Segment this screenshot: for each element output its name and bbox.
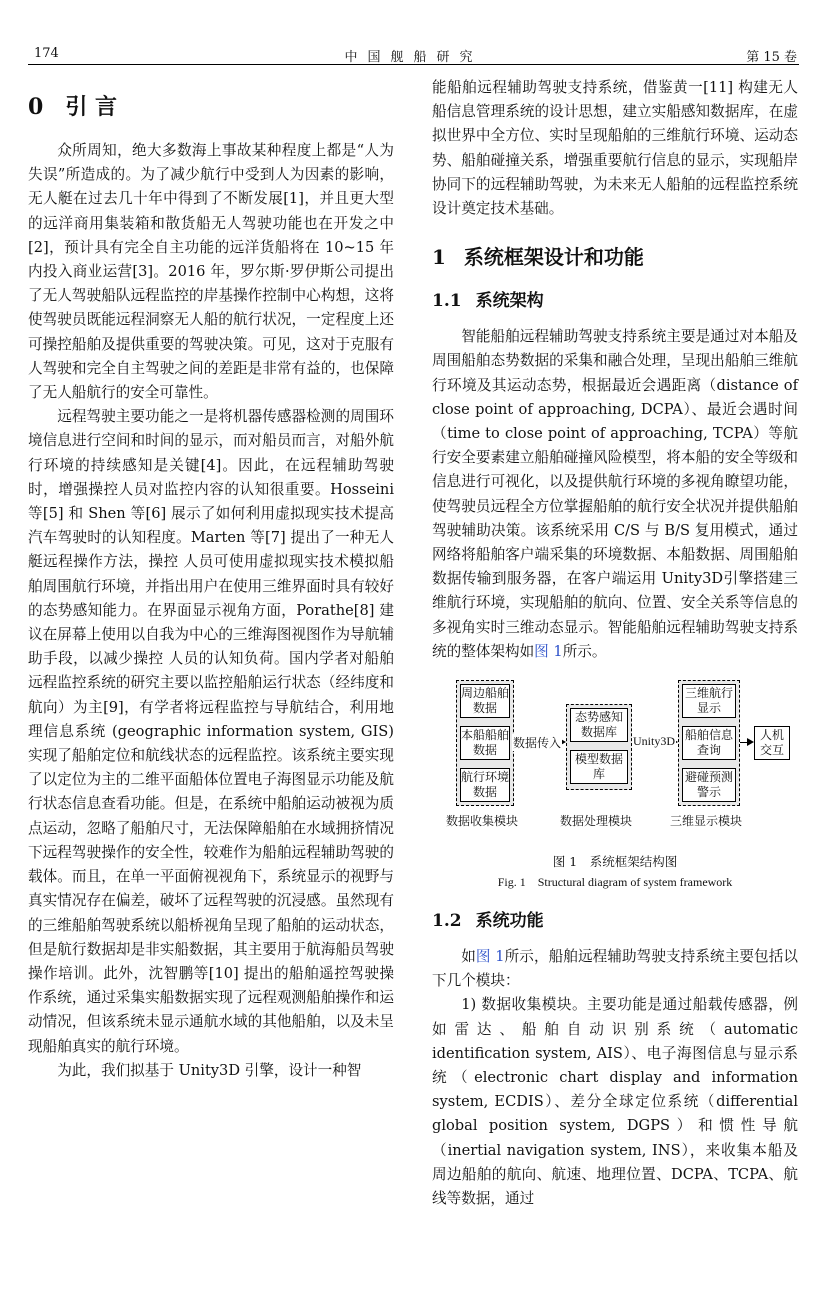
model-db-box: 模型数据库	[570, 750, 628, 784]
module-label: 三维显示模块	[670, 814, 743, 829]
nearby-ship-data-box: 周边船舶数据	[460, 684, 510, 718]
figure-caption-cn: 图 1 系统框架结构图	[552, 854, 678, 870]
subsection-heading-1-2: 1.2 系统功能	[432, 911, 544, 932]
paragraph: 智能船舶远程辅助驾驶支持系统主要是通过对本船及周围船舶态势数据的采集和融合处理，呈现出船舶三维航行环境及其运动态势，根据最近会遇距离（distance of close point of approaching, DCPA）、最近会遇时间（time to close point of approaching, TCPA）等航行安全要素建立船舶碰撞风险模型，将本船的安全等级和信息进行可视化，以及提供航行环境的多视角瞭望功能，使驾驶员远程全方位掌握船舶的航行安全状况并提供船舶驾驶辅助决策。该系统采用 C/S 与 B/S 复用模式，通过网络将船舶客户端采集的环境数据、本船数据、周围船舶数据传输到服务器，在客户端运用 Unity3D引擎搭建三维航行环境，实现船舶的航向、位置、安全关系等信息的多视角实时三维动态显示。智能船舶远程辅助驾驶支持系统的整体架构如图 1所示。	[432, 328, 798, 660]
ship-info-box: 船舶信息查询	[682, 726, 736, 760]
subsection-heading-1-1: 1.1 系统架构	[432, 291, 544, 312]
hci-box: 人机交互	[754, 726, 790, 760]
collision-warning-box: 避碰预测警示	[682, 768, 736, 802]
figure-caption-en: Fig. 1 Structural diagram of system framework	[497, 875, 733, 890]
unity3d-label: Unity3D	[633, 734, 675, 749]
paragraph: 能船舶远程辅助驾驶支持系统，借鉴黄一[11] 构建无人船信息管理系统的设计思想，建立实船感知数据库，在虚拟世界中全方位、实时呈现船舶的三维航行环境、运动态势、船舶碰撞关系，增强重要航行信息的显示，实现船岸协同下的远程辅助驾驶，为未来无人船舶的远程监控系统设计奠定技术基础。	[432, 79, 798, 218]
section-heading-1: 1 系统框架设计和功能	[432, 245, 644, 270]
paragraph: 为此，我们拟基于 Unity3D 引擎，设计一种智	[57, 1061, 362, 1079]
paragraph: 1) 数据收集模块。主要功能是通过船载传感器，例如雷达、船舶自动识别系统（automatic identification system, AIS）、电子海图信息与显示系统（electronic chart display and information system, ECDIS）、差分全球定位系统（differential global position system, DGPS）和惯性导航（inertial navigation system, INS），来收集本船及周边船舶的航向、航速、地理位置、DCPA、TCPA、航线等数据，通过	[432, 996, 798, 1208]
figure-link[interactable]: 图 1	[475, 948, 505, 966]
journal-name: 中国舰船研究	[344, 50, 483, 65]
module-label: 数据收集模块	[446, 814, 519, 829]
data-input-label: 数据传入	[513, 736, 562, 751]
left-column	[28, 76, 394, 1083]
arrow-right-icon	[740, 742, 752, 743]
volume-label: 第 15 卷	[746, 50, 797, 65]
running-header	[28, 44, 799, 65]
section-heading-introduction: 0 引 言	[28, 94, 117, 120]
paragraph: 如图 1所示，船舶远程辅助驾驶支持系统主要包括以下几个模块：	[432, 948, 798, 990]
figure-link[interactable]: 图 1	[534, 642, 563, 660]
situation-db-box: 态势感知数据库	[570, 708, 628, 742]
environment-data-box: 航行环境数据	[460, 768, 510, 802]
page-number: 174	[34, 46, 59, 61]
module-label: 数据处理模块	[560, 814, 633, 829]
3d-display-box: 三维航行显示	[682, 684, 736, 718]
right-column	[432, 76, 798, 1211]
figure-1	[432, 674, 798, 846]
paragraph: 众所周知，绝大多数海上事故某种程度上都是“人为失误”所造成的。为了减少航行中受到人为因素的影响，无人艇在过去几十年中得到了不断发展[1]，并且更大型的远洋商用集装箱和散货船无人驾驶功能也在开发之中[2]，预计具有完全自主功能的远洋货船将在 10~15 年内投入商业运营[3]。2016 年，罗尔斯·罗伊斯公司提出了无人驾驶船队远程监控的岸基操作控制中心构想，这将使驾驶员既能远程洞察无人船的航行状况，一定程度上还可操控船舶及提供重要的驾驶决策。可见，这对于克服有人驾驶和完全自主驾驶之间的差距是非常有益的，也保障了无人船航行的安全可靠性。	[28, 142, 394, 402]
paragraph: 远程驾驶主要功能之一是将机器传感器检测的周围环境信息进行空间和时间的显示，而对船员而言，对船外航行环境的持续感知是关键[4]。因此，在远程辅助驾驶时，增强操控人员对监控内容的认知很重要。Hosseini 等[5] 和 Shen 等[6] 展示了如何利用虚拟现实技术提高汽车驾驶时的认知程度。Marten 等[7] 提出了一种无人艇远程操作方法，操控 人员可使用虚拟现实技术模拟船舶周围航行环境，并指出用户在使用三维界面时具有较好的态势感知能力。在界面显示视角方面，Porathe[8] 建议在屏幕上使用以自我为中心的三维海图视图作为导航辅助手段，以减少操控 人员的认知负荷。国内学者对船舶远程监控系统的研究主要以监控船舶运行状态（经纬度和航向）为主[9]，有学者将远程监控与导航结合，利用地理信息系统 (geographic information system, GIS) 实现了船舶定位和航线状态的远程监控。该系统主要实现了以定位为主的二维平面船体位置电子海图显示功能及航行状态信息查看功能。但是，在系统中船舶运动被视为质点运动，忽略了船舶尺寸，无法保障船舶在水域拥挤情况下远程驾驶操作的安全性，较难作为船舶远程辅助驾驶的载体。而且，在单一平面俯视视角下，系统显示的视野与真实情况存在偏差，破坏了远程驾驶的沉浸感。虽然现有的三维船舶驾驶系统以船桥视角呈现了船舶的运动状态，但是航行数据却是非实船数据，其主要用于航海船员驾驶操作培训。此外，沈智鹏等[10] 提出的船舶遥控驾驶操作系统，通过采集实船数据实现了远程观测船舶操作和运动情况，但该系统未显示通航水域的其他船舶，以及未呈现船舶真实的航行环境。	[28, 408, 394, 1055]
own-ship-data-box: 本船船舶数据	[460, 726, 510, 760]
